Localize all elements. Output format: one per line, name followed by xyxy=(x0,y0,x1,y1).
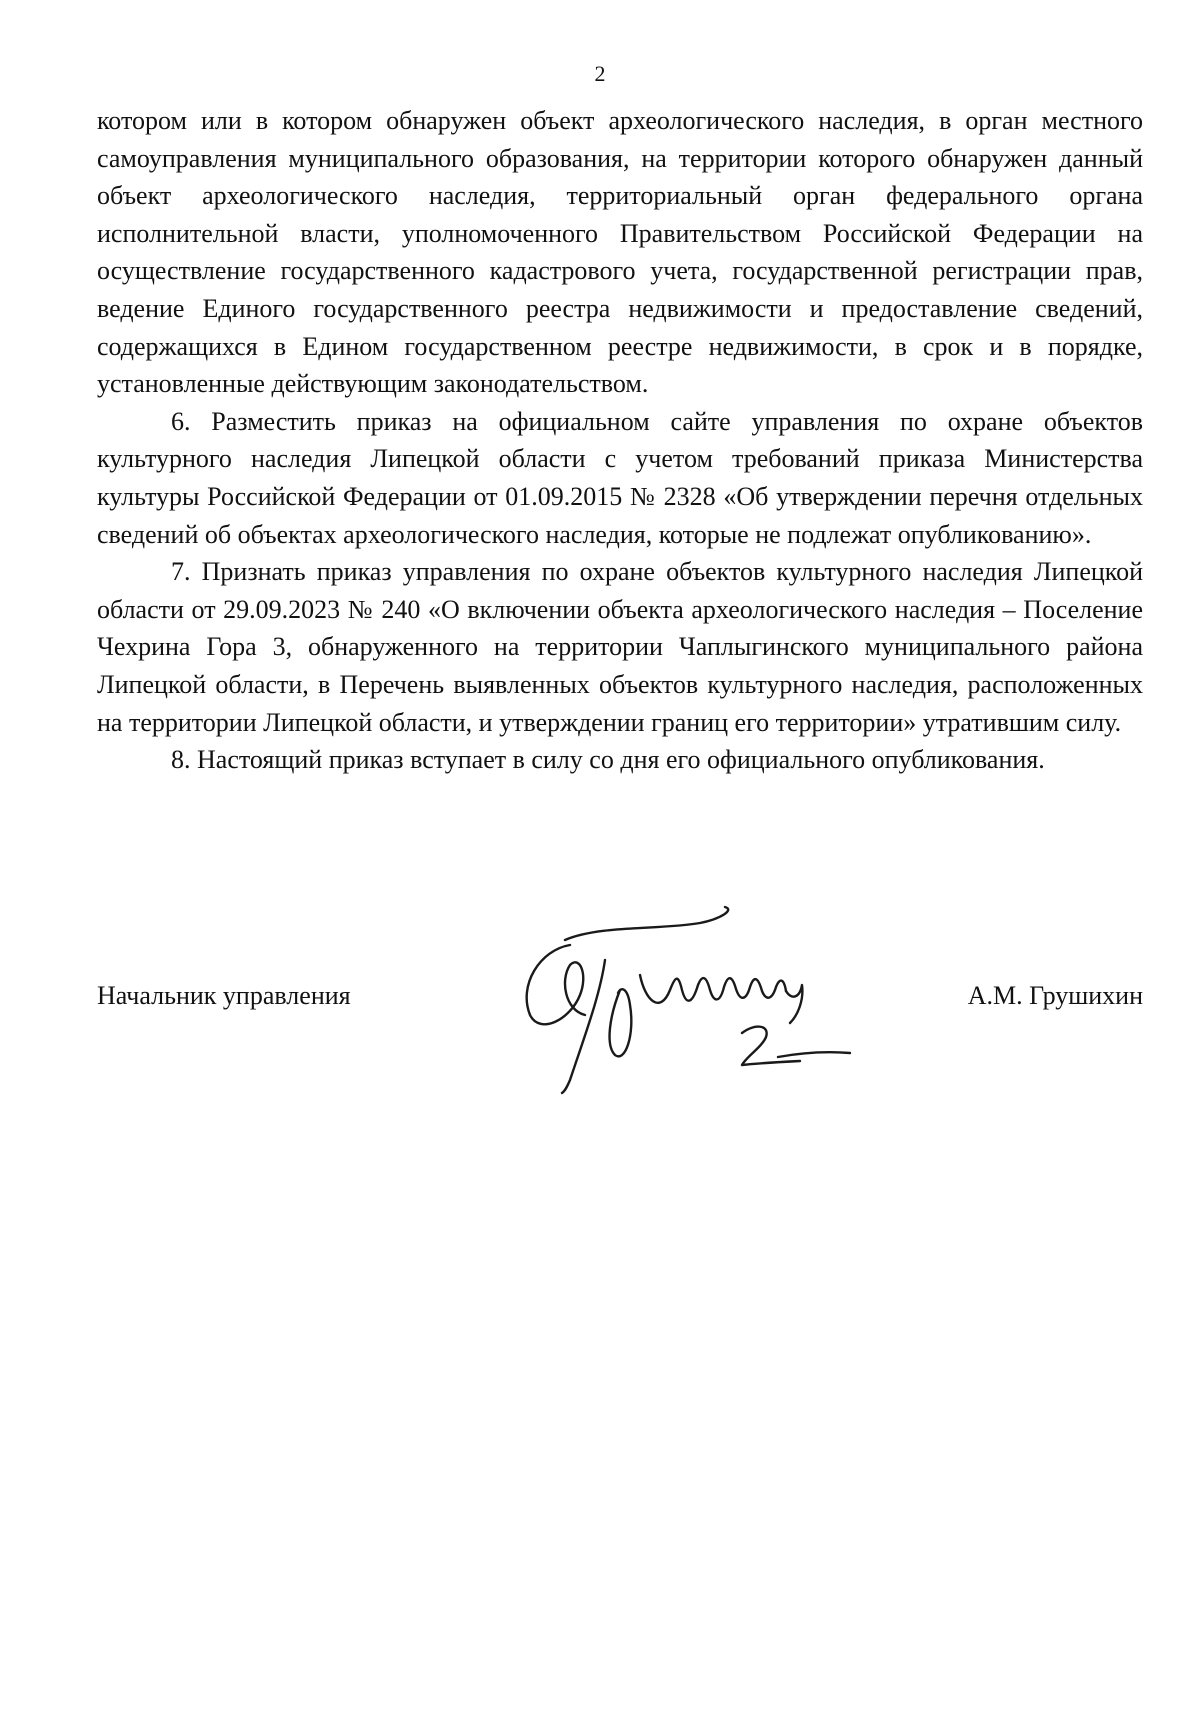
document-body xyxy=(97,102,1143,779)
page-number: 2 xyxy=(594,61,606,86)
signatory-name: А.М. Грушихин xyxy=(967,981,1143,1010)
paragraph-item-8: 8. Настоящий приказ вступает в силу со дня его официального опубликования. xyxy=(171,745,1045,775)
paragraph-item-7: 7. Признать приказ управления по охране объектов культурного наследия Липецкой области от 29.09.2023 № 240 «О включении объекта археологического наследия – Поселение Чехрина Гора 3, обнаруженного на территории Чаплыгинского муниципального района Липецкой области, в Перечень выявленных объектов культурного наследия, расположенных на территории Липецкой области, и утверждении границ его территории» утратившим силу. xyxy=(97,557,1143,737)
paragraph-continuation: котором или в котором обнаружен объект археологического наследия, в орган местного самоуправления муниципального образования, на территории которого обнаружен данный объект археологического наследия, территориальный орган федерального органа исполнительной власти, уполномоченного Правительством Российской Федерации на осуществление государственного кадастрового учета, государственной регистрации прав, ведение Единого государственного реестра недвижимости и предоставление сведений, содержащихся в Едином государственном реестре недвижимости, в срок и в порядке, установленные действующим законодательством. xyxy=(97,106,1143,399)
signatory-title: Начальник управления xyxy=(97,981,351,1010)
handwritten-signature xyxy=(510,905,910,1095)
paragraph-item-6: 6. Разместить приказ на официальном сайте управления по охране объектов культурного наследия Липецкой области с учетом требований приказа Министерства культуры Российской Федерации от 01.09.2015 № 2328 «Об утверждении перечня отдельных сведений об объектах археологического наследия, которые не подлежат опубликованию». xyxy=(97,406,1143,549)
